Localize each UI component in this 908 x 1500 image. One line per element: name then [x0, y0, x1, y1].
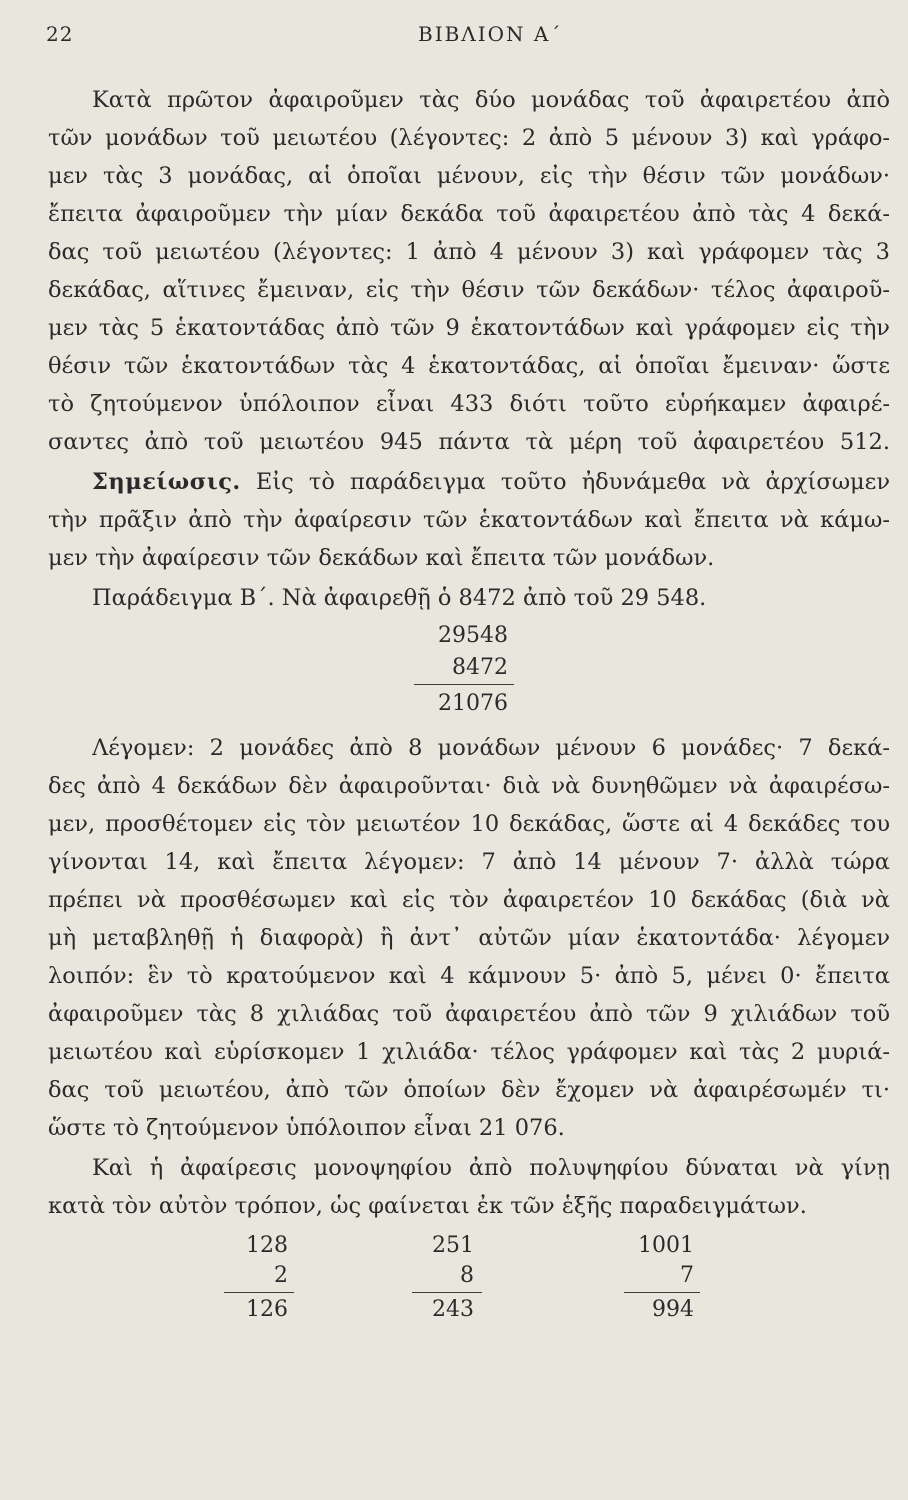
paragraph1-line: δας τοῦ μειωτέου (λέγοντες: 1 ἀπὸ 4 μένουν 3) καὶ γράφομεν τὰς 3: [48, 239, 890, 265]
paragraph2-line: γίνονται 14, καὶ ἔπειτα λέγομεν: 7 ἀπὸ 14 μένουν 7· ἀλλὰ τώρα: [48, 849, 890, 875]
paragraph1-line: τῶν μονάδων τοῦ μειωτέου (λέγοντες: 2 ἀπὸ 5 μένουν 3) καὶ γράφο-: [48, 125, 890, 151]
example-minuend: 1001: [638, 1233, 694, 1258]
example-minuend: 251: [432, 1233, 474, 1258]
page-number: 22: [46, 22, 74, 46]
example-rule: [224, 1292, 294, 1293]
paragraph3-line: κατὰ τὸν αὐτὸν τρόπον, ὡς φαίνεται ἐκ τῶν ἑξῆς παραδειγμάτων.: [48, 1193, 807, 1219]
paragraph1-line: ἔπειτα ἀφαιροῦμεν τὴν μίαν δεκάδα τοῦ ἀφαιρετέου ἀπὸ τὰς 4 δεκά-: [48, 201, 890, 227]
paragraph2-line: δας τοῦ μειωτέου, ἀπὸ τῶν ὁποίων δὲν ἔχομεν νὰ ἀφαιρέσωμέν τι·: [48, 1077, 890, 1103]
note-line: μεν τὴν ἀφαίρεσιν τῶν δεκάδων καὶ ἔπειτα τῶν μονάδων.: [48, 545, 715, 571]
paragraph1-line: τὸ ζητούμενον ὑπόλοιπον εἶναι 433 διότι τοῦτο εὑρήκαμεν ἀφαιρέ-: [48, 391, 890, 417]
paragraph1-line: σαντες ἀπὸ τοῦ μειωτέου 945 πάντα τὰ μέρη τοῦ ἀφαιρετέου 512.: [48, 429, 890, 455]
note-label: Σημείωσις.: [92, 469, 241, 495]
example-rule: [624, 1292, 700, 1293]
example-b-rule: [414, 684, 514, 685]
paragraph2-line: λοιπόν: ἓν τὸ κρατούμενον καὶ 4 κάμνουν 5· ἀπὸ 5, μένει 0· ἔπειτα: [48, 963, 890, 989]
paragraph2-line: πρέπει νὰ προσθέσωμεν καὶ εἰς τὸν ἀφαιρετέον 10 δεκάδας (διὰ νὰ: [48, 887, 890, 913]
paragraph1-line: μεν τὰς 3 μονάδας, αἱ ὁποῖαι μένουν, εἰς τὴν θέσιν τῶν μονάδων·: [48, 163, 890, 189]
page-header: [46, 22, 886, 56]
paragraph1-line: δεκάδας, αἵτινες ἔμειναν, εἰς τὴν θέσιν τῶν δεκάδων· τέλος ἀφαιροῦ-: [48, 277, 890, 303]
paragraph2-line: ἀφαιροῦμεν τὰς 8 χιλιάδας τοῦ ἀφαιρετέου ἀπὸ τῶν 9 χιλιάδων τοῦ: [48, 1001, 890, 1027]
example-b-title: Παράδειγμα Β΄. Νὰ ἀφαιρεθῇ ὁ 8472 ἀπὸ τοῦ 29 548.: [92, 585, 707, 611]
example-minuend: 128: [246, 1233, 288, 1258]
paragraph1-line: θέσιν τῶν ἑκατοντάδων τὰς 4 ἑκατοντάδας, αἱ ὁποῖαι ἔμειναν· ὥστε: [48, 353, 890, 379]
paragraph3-line: Καὶ ἡ ἀφαίρεσις μονοψηφίου ἀπὸ πολυψηφίου δύναται νὰ γίνῃ: [92, 1155, 890, 1181]
example-subtrahend: 7: [680, 1263, 694, 1288]
example-b-result: 21076: [438, 691, 508, 716]
example-rule: [412, 1292, 482, 1293]
example-b-minuend: 29548: [438, 623, 508, 648]
note-line: τὴν πρᾶξιν ἀπὸ τὴν ἀφαίρεσιν τῶν ἑκατοντάδων καὶ ἔπειτα νὰ κάμω-: [48, 507, 890, 533]
example-subtrahend: 2: [274, 1263, 288, 1288]
paragraph2-line: μεν, προσθέτομεν εἰς τὸν μειωτέον 10 δεκάδας, ὥστε αἱ 4 δεκάδες του: [48, 811, 890, 837]
example-result: 243: [432, 1297, 474, 1322]
note-text: Εἰς τὸ παράδειγμα τοῦτο ἠδυνάμεθα νὰ ἀρχίσωμεν: [255, 469, 890, 495]
paragraph1-line: Κατὰ πρῶτον ἀφαιροῦμεν τὰς δύο μονάδας τοῦ ἀφαιρετέου ἀπὸ: [92, 87, 890, 113]
example-result: 994: [652, 1297, 694, 1322]
running-head: ΒΙΒΛΙΟΝ Α΄: [418, 22, 563, 46]
example-result: 126: [246, 1297, 288, 1322]
paragraph2-line: ὥστε τὸ ζητούμενον ὑπόλοιπον εἶναι 21 076.: [48, 1115, 565, 1141]
paragraph2-line: μειωτέου καὶ εὑρίσκομεν 1 χιλιάδα· τέλος γράφομεν καὶ τὰς 2 μυριά-: [48, 1039, 890, 1065]
paragraph2-line: Λέγομεν: 2 μονάδες ἀπὸ 8 μονάδων μένουν 6 μονάδες· 7 δεκά-: [92, 735, 890, 761]
example-subtrahend: 8: [460, 1263, 474, 1288]
paragraph2-line: μὴ μεταβληθῇ ἡ διαφορὰ) ἢ ἀντ᾿ αὐτῶν μίαν ἑκατοντάδα· λέγομεν: [48, 925, 890, 951]
paragraph2-line: δες ἀπὸ 4 δεκάδων δὲν ἀφαιροῦνται· διὰ νὰ δυνηθῶμεν νὰ ἀφαιρέσω-: [48, 773, 890, 799]
example-b-subtrahend: 8472: [452, 655, 508, 680]
note-first-line: [92, 466, 890, 498]
paragraph1-line: μεν τὰς 5 ἑκατοντάδας ἀπὸ τῶν 9 ἑκατοντάδων καὶ γράφομεν εἰς τὴν: [48, 315, 890, 341]
